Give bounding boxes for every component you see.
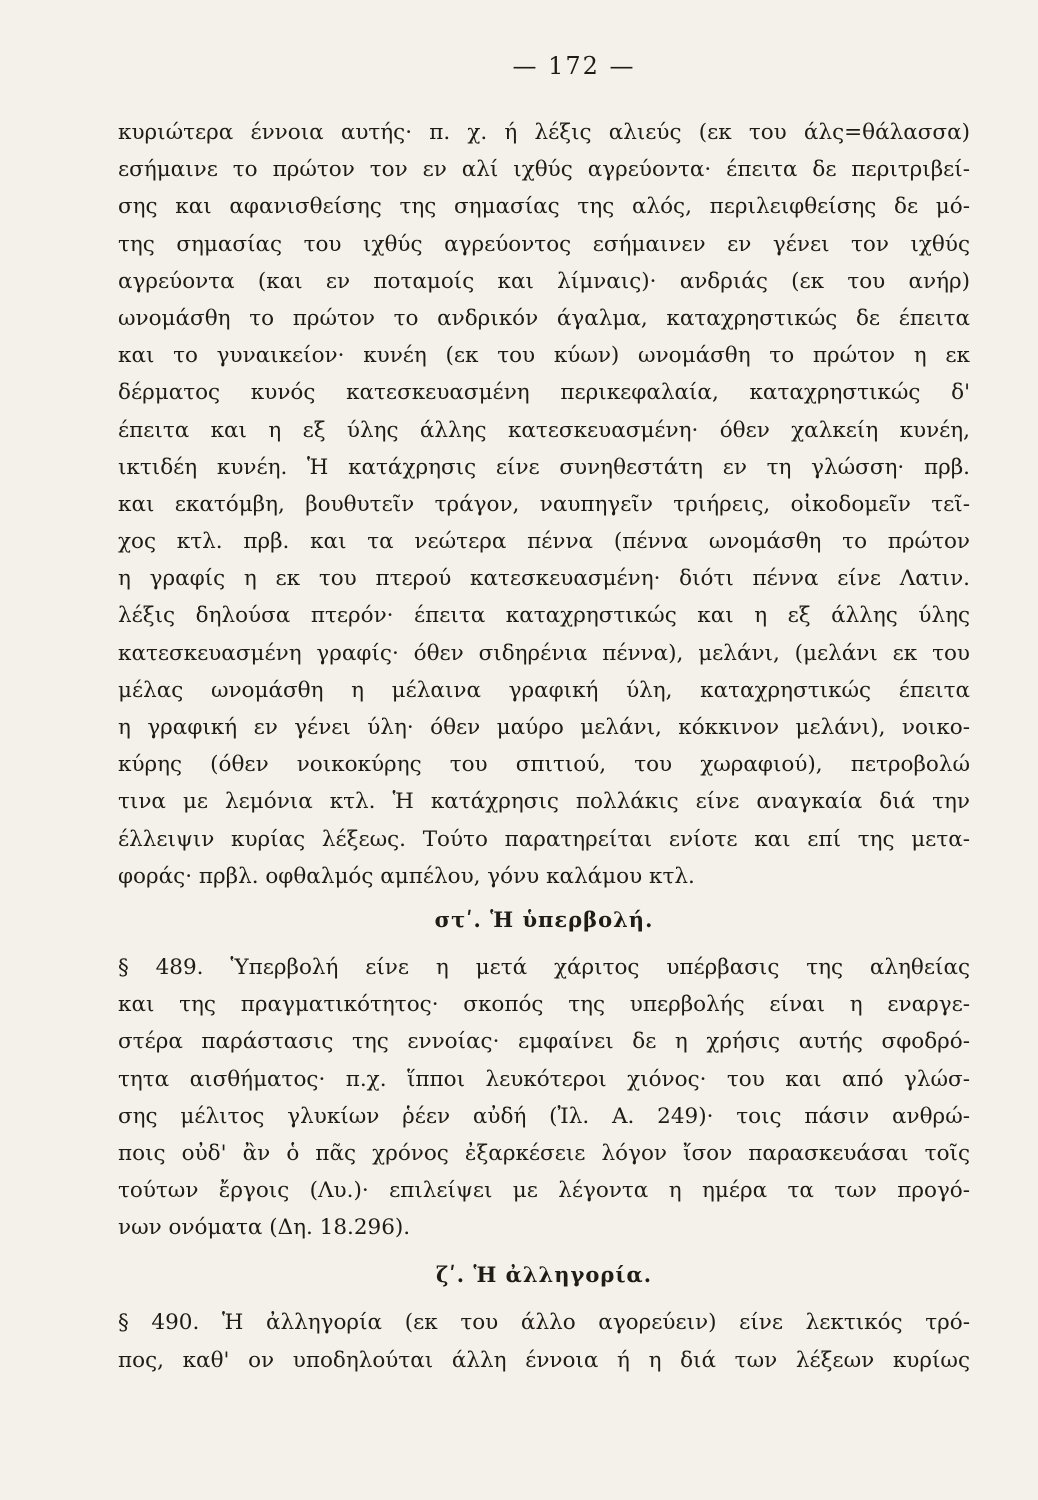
text-line: τητα αισθήματος· π.χ. ἵπποι λευκότεροι χιόνος· του και από γλώσ- (118, 1066, 970, 1092)
text-line: σης μέλιτος γλυκίων ῥέεν αὐδή (Ἰλ. Α. 249)· τοις πάσιν ανθρώ- (118, 1103, 970, 1129)
text-line: τούτων ἔργοις (Λυ.)· επιλείψει με λέγοντα η ημέρα τα των προγό- (118, 1178, 970, 1204)
text-line: εσήμαινε το πρώτον τον εν αλί ιχθύς αγρεύοντα· έπειτα δε περιτριβεί- (118, 157, 970, 183)
text-line: αγρεύοντα (και εν ποταμοίς και λίμναις)· ανδριάς (εκ του ανήρ) (118, 268, 970, 294)
text-line: στέρα παράστασις της εννοίας· εμφαίνει δε η χρήσις αυτής σφοδρό- (118, 1029, 970, 1055)
paragraph-hyperbole (118, 949, 970, 1247)
text-line: έλλειψιν κυρίας λέξεως. Τούτο παρατηρείται ενίοτε και επί της μετα- (118, 826, 970, 852)
paragraph-katachresis (118, 114, 970, 895)
text-line: § 489. Ὑπερβολή είνε η μετά χάριτος υπέρβασις της αληθείας (118, 954, 970, 980)
text-line: ωνομάσθη το πρώτον το ανδρικόν άγαλμα, καταχρηστικώς δε έπειτα (118, 305, 970, 331)
text-line: § 490. Ἡ ἀλληγορία (εκ του άλλο αγορεύειν) είνε λεκτικός τρό- (118, 1310, 970, 1336)
text-line: η γραφική εν γένει ύλη· όθεν μαύρο μελάνι, κόκκινον μελάνι), νοικο- (118, 715, 970, 740)
text-line: η γραφίς η εκ του πτερού κατεσκευασμένη· διότι πέννα είνε Λατιν. (118, 566, 970, 592)
text-line: κύρης (όθεν νοικοκύρης του σπιτιού, του χωραφιού), πετροβολώ (118, 752, 970, 778)
text-line: νων ονόματα (Δη. 18.296). (118, 1215, 411, 1241)
paragraph-allegory (118, 1304, 970, 1378)
text-line: λέξις δηλούσα πτερόν· έπειτα καταχρηστικώς και η εξ άλλης ύλης (118, 603, 970, 629)
page-number: — 172 — (512, 52, 636, 80)
text-line: κατεσκευασμένη γραφίς· όθεν σιδηρένια πέννα), μελάνι, (μελάνι εκ του (118, 640, 970, 666)
text-line: σης και αφανισθείσης της σημασίας της αλός, περιλειφθείσης δε μό- (118, 194, 970, 220)
text-line: της σημασίας του ιχθύς αγρεύοντος εσήμαινεν εν γένει τον ιχθύς (118, 231, 970, 257)
text-line: ποις οὐδ' ἂν ὁ πᾶς χρόνος ἐξαρκέσειε λόγον ἴσον παρασκευάσαι τοῖς (118, 1140, 970, 1166)
text-line: και της πραγματικότητος· σκοπός της υπερβολής είναι η εναργε- (118, 992, 970, 1018)
text-line: κυριώτερα έννοια αυτής· π. χ. ή λέξις αλιεύς (εκ του άλς=θάλασσα) (118, 120, 970, 145)
section-heading-allegory: ζʹ. Ἡ ἀλληγορία. (435, 1262, 653, 1288)
text-line: και εκατόμβη, βουθυτεῖν τράγον, ναυπηγεῖν τριήρεις, οἰκοδομεῖν τεῖ- (118, 491, 970, 517)
book-page (118, 52, 970, 1379)
text-line: τινα με λεμόνια κτλ. Ἡ κατάχρησις πολλάκις είνε αναγκαία διά την (118, 789, 970, 815)
text-line: μέλας ωνομάσθη η μέλαινα γραφική ύλη, καταχρηστικώς έπειτα (118, 677, 970, 703)
text-line: ικτιδέη κυνέη. Ἡ κατάχρησις είνε συνηθεστάτη εν τη γλώσση· πρβ. (118, 454, 970, 480)
text-line: δέρματος κυνός κατεσκευασμένη περικεφαλαία, καταχρηστικώς δ' (118, 380, 970, 406)
text-line: φοράς· πρβλ. οφθαλμός αμπέλου, γόνυ καλάμου κτλ. (118, 863, 695, 889)
section-heading-hyperbole: στʹ. Ἡ ὑπερβολή. (434, 906, 654, 932)
text-line: χος κτλ. πρβ. και τα νεώτερα πέννα (πέννα ωνομάσθη το πρώτον (118, 529, 970, 555)
text-line: πος, καθ' ον υποδηλούται άλλη έννοια ή η διά των λέξεων κυρίως (118, 1347, 970, 1373)
text-line: και το γυναικείον· κυνέη (εκ του κύων) ωνομάσθη το πρώτον η εκ (118, 343, 970, 369)
text-line: έπειτα και η εξ ύλης άλλης κατεσκευασμένη· όθεν χαλκείη κυνέη, (118, 417, 970, 443)
